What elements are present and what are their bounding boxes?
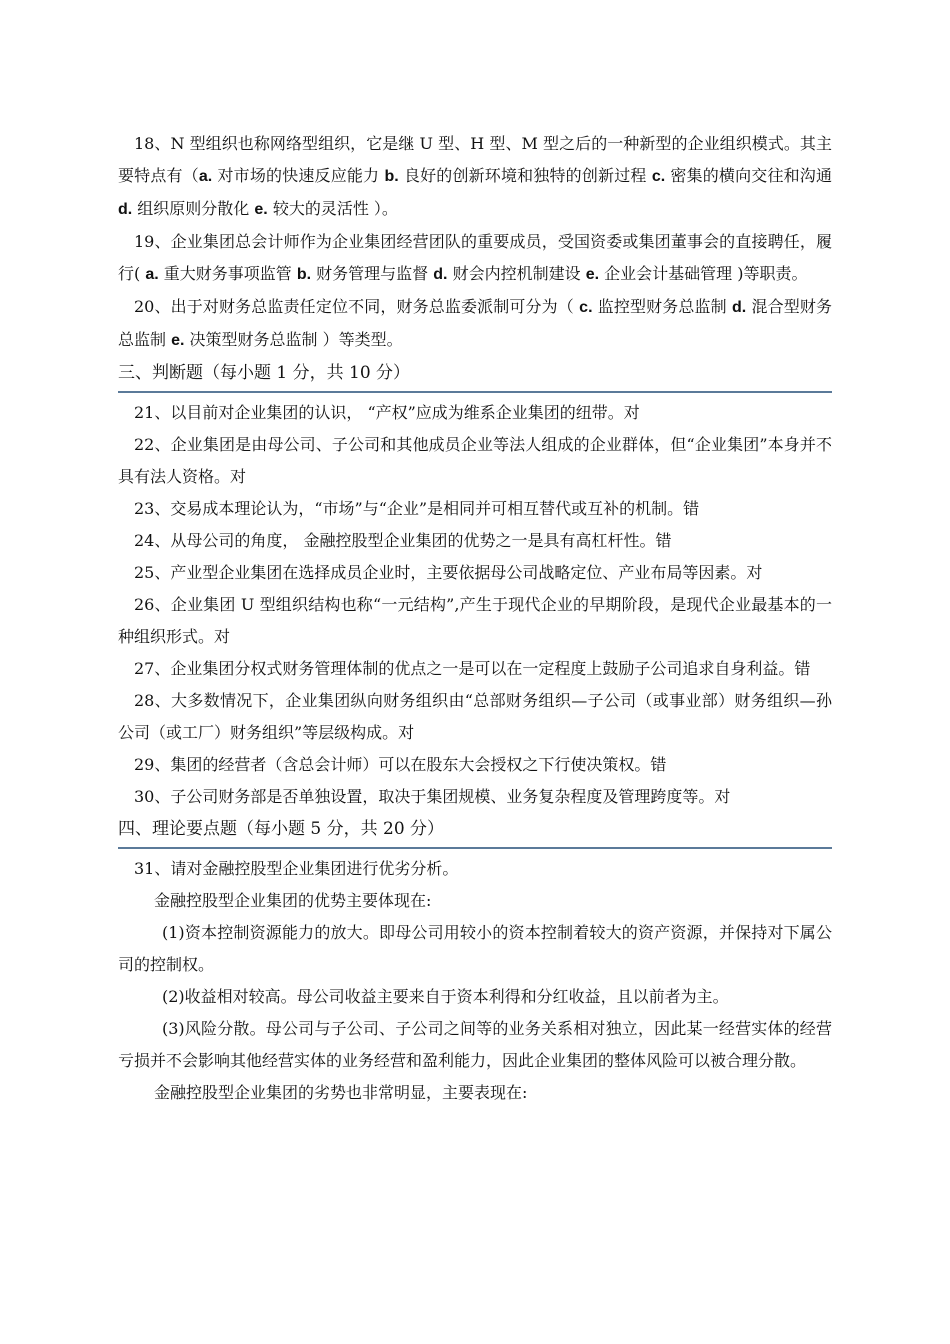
option-letter: e. bbox=[254, 201, 268, 218]
judgment-item: 27、企业集团分权式财务管理体制的优点之一是可以在一定程度上鼓励子公司追求自身利益。错 bbox=[134, 659, 811, 678]
judgment-item: 25、产业型企业集团在选择成员企业时，主要依据母公司战略定位、产业布局等因素。对 bbox=[134, 563, 763, 582]
question-31 bbox=[118, 853, 832, 1109]
judgment-list bbox=[118, 397, 832, 813]
judgment-item: 30、子公司财务部是否单独设置，取决于集团规模、业务复杂程度及管理跨度等。对 bbox=[134, 787, 731, 806]
option-letter: e. bbox=[585, 266, 600, 283]
judgment-item: 29、集团的经营者（含总会计师）可以在股东大会授权之下行使决策权。错 bbox=[134, 755, 667, 774]
judgment-item: 23、交易成本理论认为，“市场”与“企业”是相同并可相互替代或互补的机制。错 bbox=[134, 499, 700, 518]
option-text: 较大的灵活性 ）。 bbox=[267, 199, 398, 218]
judgment-item: 22、企业集团是由母公司、子公司和其他成员企业等法人组成的企业群体，但“企业集团”本身并不具有法人资格。对 bbox=[118, 435, 832, 486]
question-19 bbox=[118, 226, 832, 291]
option-text: 企业会计基础管理 )等职责。 bbox=[599, 264, 808, 283]
question-18 bbox=[118, 128, 832, 226]
option-text: 财务管理与监督 bbox=[311, 264, 434, 283]
judgment-item: 24、从母公司的角度， 金融控股型企业集团的优势之一是具有高杠杆性。错 bbox=[134, 531, 672, 550]
question-text: 20、出于对财务总监责任定位不同，财务总监委派制可分为（ bbox=[134, 297, 580, 316]
option-letter: d. bbox=[118, 201, 133, 218]
section-heading-judgment: 三、判断题（每小题 1 分，共 10 分） bbox=[118, 357, 832, 393]
question-text: 18、N 型组织也称网络型组织，它是继 U 型、H 型、M 型之后的一种新型的企业组织模式。其主要特点有（ bbox=[118, 134, 832, 185]
judgment-item: 28、大多数情况下，企业集团纵向财务组织由“总部财务组织—子公司（或事业部）财务组织—孙公司（或工厂）财务组织”等层级构成。对 bbox=[118, 691, 832, 742]
option-text: 组织原则分散化 bbox=[132, 199, 255, 218]
section-heading-theory: 四、理论要点题（每小题 5 分，共 20 分） bbox=[118, 813, 832, 849]
option-letter: a. bbox=[198, 168, 213, 185]
option-text: 监控型财务总监制 bbox=[592, 297, 733, 316]
option-letter: e. bbox=[171, 332, 185, 349]
question-text: 31、请对金融控股型企业集团进行优劣分析。 bbox=[134, 859, 459, 878]
document-page bbox=[118, 128, 832, 1109]
option-text: 密集的横向交往和沟通 bbox=[665, 166, 832, 185]
advantages-intro: 金融控股型企业集团的优势主要体现在: bbox=[154, 891, 432, 910]
option-letter: c. bbox=[651, 168, 666, 185]
option-text: 对市场的快速反应能力 bbox=[212, 166, 385, 185]
disadvantages-intro: 金融控股型企业集团的劣势也非常明显，主要表现在: bbox=[154, 1083, 528, 1102]
option-text: 重大财务事项监管 bbox=[158, 264, 297, 283]
advantage-item: (2)收益相对较高。母公司收益主要来自于资本利得和分红收益，且以前者为主。 bbox=[162, 987, 729, 1006]
advantage-item: (1)资本控制资源能力的放大。即母公司用较小的资本控制着较大的资产资源，并保持对下属公司的控制权。 bbox=[118, 923, 832, 974]
option-text: 混合型财务总监制 bbox=[118, 297, 832, 349]
option-letter: b. bbox=[296, 266, 312, 283]
option-letter: d. bbox=[732, 299, 747, 316]
option-text: 良好的创新环境和独特的创新过程 bbox=[398, 166, 652, 185]
option-letter: c. bbox=[579, 299, 593, 316]
question-text: 19、企业集团总会计师作为企业集团经营团队的重要成员，受国资委或集团董事会的直接聘任，履行( bbox=[118, 232, 832, 283]
option-letter: b. bbox=[384, 168, 399, 185]
advantage-item: (3)风险分散。母公司与子公司、子公司之间等的业务关系相对独立，因此某一经营实体的经营亏损并不会影响其他经营实体的业务经营和盈利能力，因此企业集团的整体风险可以被合理分散。 bbox=[118, 1019, 832, 1070]
question-20 bbox=[118, 291, 832, 357]
option-text: 财会内控机制建设 bbox=[447, 264, 586, 283]
judgment-item: 26、企业集团 U 型组织结构也称“一元结构”,产生于现代企业的早期阶段，是现代企业最基本的一种组织形式。对 bbox=[118, 595, 832, 646]
judgment-item: 21、以目前对企业集团的认识， “产权”应成为维系企业集团的纽带。对 bbox=[134, 403, 640, 422]
option-letter: a. bbox=[145, 266, 159, 283]
option-text: 决策型财务总监制 ）等类型。 bbox=[184, 330, 403, 349]
option-letter: d. bbox=[433, 266, 448, 283]
